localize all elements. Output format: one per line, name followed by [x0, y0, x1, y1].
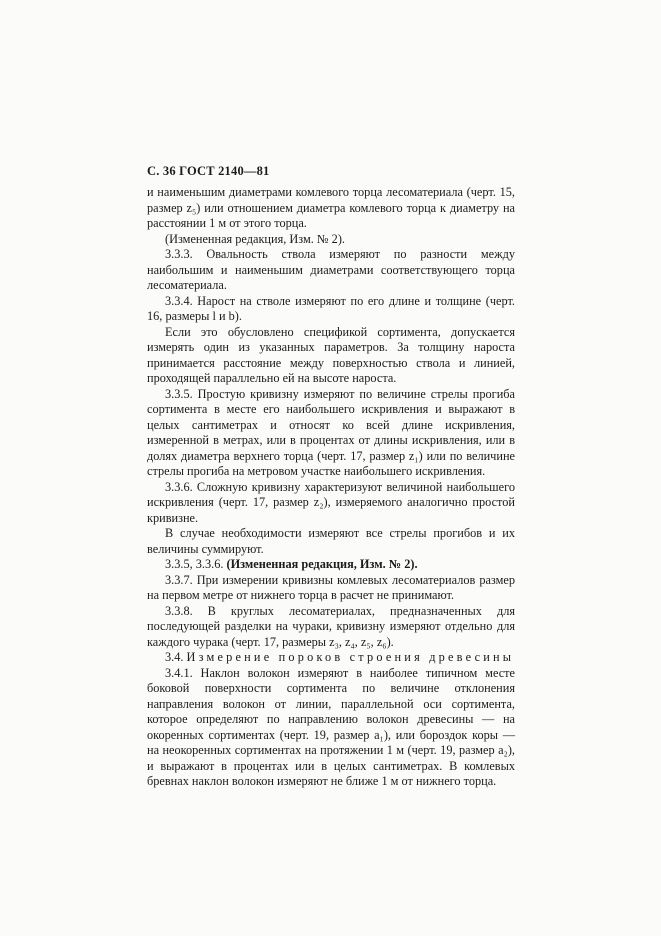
paragraph: и наименьшим диаметрами комлевого торца лесоматериала (черт. 15, размер z₅) или отношением диаметра комлевого торца к диаметру на расстоянии 1 м от этого торца. — [147, 185, 515, 230]
paragraph: В случае необходимости измеряют все стрелы прогибов и их величины суммируют. — [147, 526, 515, 556]
document-body — [147, 185, 515, 790]
paragraph: 3.3.5. Простую кривизну измеряют по величине стрелы прогиба сортимента в месте его наибольшего искривления и выражают в целых сантиметрах и относят ко всей длине искривления, измеренной в метрах, или в процентах от длины искривления, или в долях диаметра верхнего торца (черт. 17, размер z₁) или по величине стрелы прогиба на метровом участке наибольшего искривления. — [147, 386, 515, 478]
amendment-note: (Измененная редакция, Изм. № 2). — [165, 231, 346, 246]
paragraph: 3.3.8. В круглых лесоматериалах, предназначенных для последующей разделки на чураки, кривизну измеряют отдельно для каждого чурака (черт. 17, размеры z₃, z₄, z₅, z₆). — [147, 603, 515, 649]
paragraph: 3.3.4. Нарост на стволе измеряют по его длине и толщине (черт. 16, размеры l и b). — [147, 293, 515, 323]
clause-number: 3.3.5, 3.3.6. — [165, 557, 224, 571]
amendment-note-bold — [147, 557, 515, 573]
section-number: 3.4. — [165, 650, 184, 664]
paragraph: 3.3.7. При измерении кривизны комлевых лесоматериалов размер на первом метре от нижнего торца в расчет не принимают. — [147, 572, 515, 602]
page-header: С. 36 ГОСТ 2140—81 — [147, 164, 270, 178]
paragraph: 3.3.6. Сложную кривизну характеризуют величиной наибольшего искривления (черт. 17, размер z₂), измеряемого аналогично простой кривизне. — [147, 479, 515, 525]
paragraph: 3.4.1. Наклон волокон измеряют в наиболее типичном месте боковой поверхности сортимента по величине отклонения направления волокон от линии, параллельной оси сортимента, которое определяют по направлению волокон древесины — на окоренных сортиментах (черт. 19, размер a₁), или бороздок коры — на неокоренных сортиментах на протяжении 1 м (черт. 19, размер a₂), и выражают в процентах или в целых сантиметрах. В комлевых бревнах наклон волокон измеряют не ближе 1 м от нижнего торца. — [147, 665, 515, 788]
paragraph: 3.3.3. Овальность ствола измеряют по разности между наибольшим и наименьшим диаметрами соответствующего торца лесоматериала. — [147, 247, 515, 292]
section-title: Измерение пороков строения древесины — [186, 650, 515, 664]
amendment-text: (Измененная редакция, Изм. № 2). — [226, 557, 418, 571]
section-heading — [147, 650, 515, 666]
paragraph: Если это обусловлено спецификой сортимента, допускается измерять один из указанных параметров. За толщину нароста принимается расстояние между поверхностью ствола и линией, проходящей параллельно ей на высоте нароста. — [147, 324, 515, 385]
